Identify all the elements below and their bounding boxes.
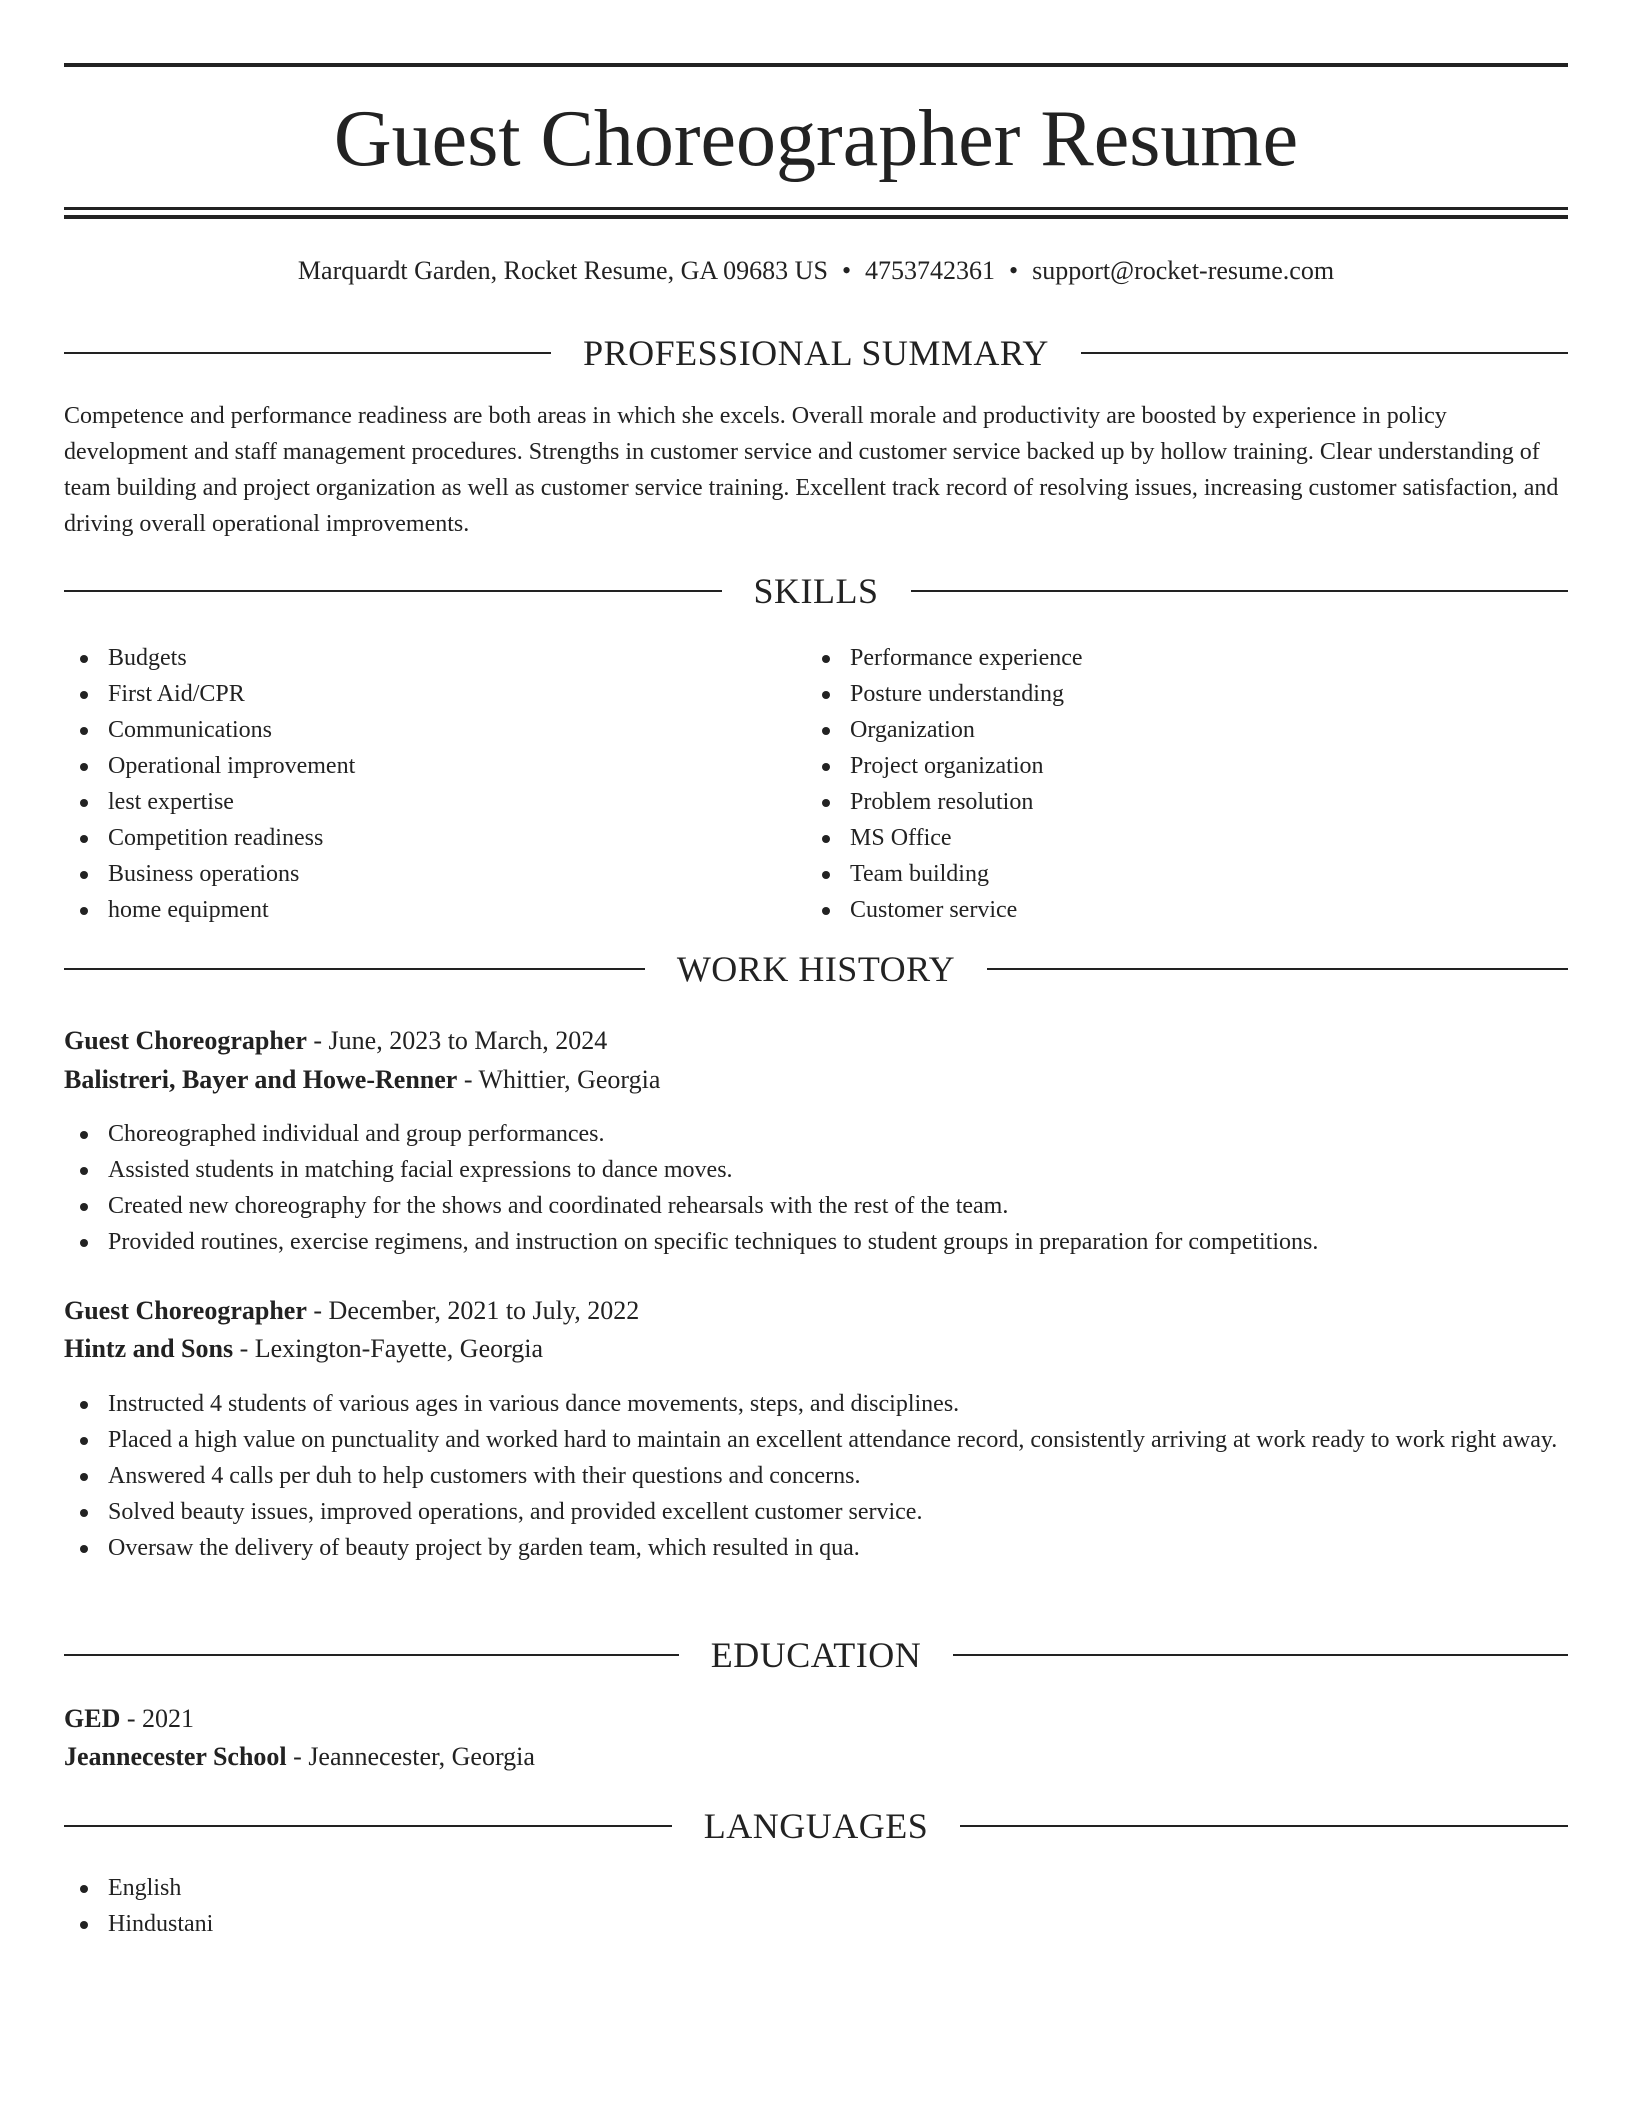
skills-heading: [64, 569, 1568, 613]
title-rule-lower: [64, 215, 1568, 219]
job-bullet: Placed a high value on punctuality and worked hard to maintain an excellent attendance record, consistently arriving at work ready to work right away.: [64, 1422, 1568, 1458]
job-bullet: Created new choreography for the shows and coordinated rehearsals with the rest of the team.: [64, 1188, 1568, 1224]
heading-rule-left: [64, 590, 722, 592]
job-bullet: Instructed 4 students of various ages in various dance movements, steps, and disciplines.: [64, 1386, 1568, 1422]
job-bullet: Answered 4 calls per duh to help customers with their questions and concerns.: [64, 1458, 1568, 1494]
work-heading: [64, 947, 1568, 991]
top-rule: [64, 63, 1568, 67]
job-company-line: [64, 1330, 1568, 1368]
education-school-line: [64, 1738, 1568, 1776]
skill-item: Business operations: [64, 856, 764, 892]
page-title: Guest Choreographer Resume: [333, 95, 1299, 183]
heading-rule-left: [64, 352, 551, 354]
skill-item: Operational improvement: [64, 748, 764, 784]
skill-item: Organization: [806, 712, 1568, 748]
languages-list: [64, 1870, 1568, 1942]
skills-list-right: [806, 640, 1568, 928]
education-heading: [64, 1633, 1568, 1677]
skill-item: Project organization: [806, 748, 1568, 784]
skill-item: lest expertise: [64, 784, 764, 820]
skill-item: Team building: [806, 856, 1568, 892]
contact-email: support@rocket-resume.com: [1032, 256, 1335, 285]
skills-list-left: [64, 640, 764, 928]
summary-heading-label: PROFESSIONAL SUMMARY: [583, 333, 1049, 373]
skill-item: Performance experience: [806, 640, 1568, 676]
contact-address: Marquardt Garden, Rocket Resume, GA 09683 US: [297, 256, 828, 285]
heading-rule-left: [64, 1825, 672, 1827]
job-location: - Whittier, Georgia: [463, 1065, 661, 1094]
job-title: Guest Choreographer: [64, 1026, 307, 1055]
heading-rule-right: [960, 1825, 1568, 1827]
languages-heading-label: LANGUAGES: [703, 1806, 929, 1846]
job-company-line: [64, 1061, 1568, 1099]
education-location: - Jeannecester, Georgia: [293, 1742, 535, 1771]
job-company: Hintz and Sons: [64, 1334, 234, 1363]
contact-separator: •: [1009, 256, 1019, 285]
title-rule-upper: [64, 207, 1568, 210]
heading-rule-right: [953, 1654, 1568, 1656]
job-title: Guest Choreographer: [64, 1296, 307, 1325]
job-bullets: [64, 1116, 1568, 1260]
job-bullets: [64, 1386, 1568, 1566]
education-year: - 2021: [126, 1704, 195, 1733]
education-degree-line: [64, 1700, 1568, 1738]
job-location: - Lexington-Fayette, Georgia: [239, 1334, 544, 1363]
skill-item: Budgets: [64, 640, 764, 676]
heading-rule-right: [987, 968, 1568, 970]
skill-item: First Aid/CPR: [64, 676, 764, 712]
job-dates: - December, 2021 to July, 2022: [313, 1296, 640, 1325]
skill-item: home equipment: [64, 892, 764, 928]
skill-item: Problem resolution: [806, 784, 1568, 820]
contact-separator: •: [841, 256, 852, 285]
heading-rule-right: [1081, 352, 1568, 354]
heading-rule-left: [64, 1654, 679, 1656]
job-dates: - June, 2023 to March, 2024: [313, 1026, 608, 1055]
summary-heading: [64, 331, 1568, 375]
language-item: English: [64, 1870, 1568, 1906]
job-bullet: Choreographed individual and group performances.: [64, 1116, 1568, 1152]
heading-rule-right: [911, 590, 1569, 592]
education-degree: GED: [64, 1704, 121, 1733]
job-bullet: Solved beauty issues, improved operations, and provided excellent customer service.: [64, 1494, 1568, 1530]
skill-item: Customer service: [806, 892, 1568, 928]
job-title-line: [64, 1292, 1568, 1330]
education-heading-label: EDUCATION: [710, 1635, 922, 1675]
skill-item: Competition readiness: [64, 820, 764, 856]
job-bullet: Provided routines, exercise regimens, and instruction on specific techniques to student groups in preparation for competitions.: [64, 1224, 1568, 1260]
job-title-line: [64, 1022, 1568, 1060]
summary-text: Competence and performance readiness are both areas in which she excels. Overall morale and productivity are boosted by experience in policy development and staff management procedures. Strengths in customer service and customer service backed up by hollow training. Clear understanding of team building and project organization as well as customer service training. Excellent track record of resolving issues, increasing customer satisfaction, and driving overall operational improvements.: [64, 403, 1559, 537]
skill-item: Communications: [64, 712, 764, 748]
heading-rule-left: [64, 968, 645, 970]
language-item: Hindustani: [64, 1906, 1568, 1942]
contact-phone: 4753742361: [865, 256, 996, 285]
work-heading-label: WORK HISTORY: [676, 949, 956, 989]
job-bullet: Assisted students in matching facial expressions to dance moves.: [64, 1152, 1568, 1188]
skill-item: Posture understanding: [806, 676, 1568, 712]
job-company: Balistreri, Bayer and Howe-Renner: [64, 1065, 458, 1094]
skills-heading-label: SKILLS: [753, 571, 879, 611]
education-school: Jeannecester School: [64, 1742, 287, 1771]
job-bullet: Oversaw the delivery of beauty project by garden team, which resulted in qua.: [64, 1530, 1568, 1566]
contact-line: [64, 253, 1568, 289]
skill-item: MS Office: [806, 820, 1568, 856]
languages-heading: [64, 1804, 1568, 1848]
